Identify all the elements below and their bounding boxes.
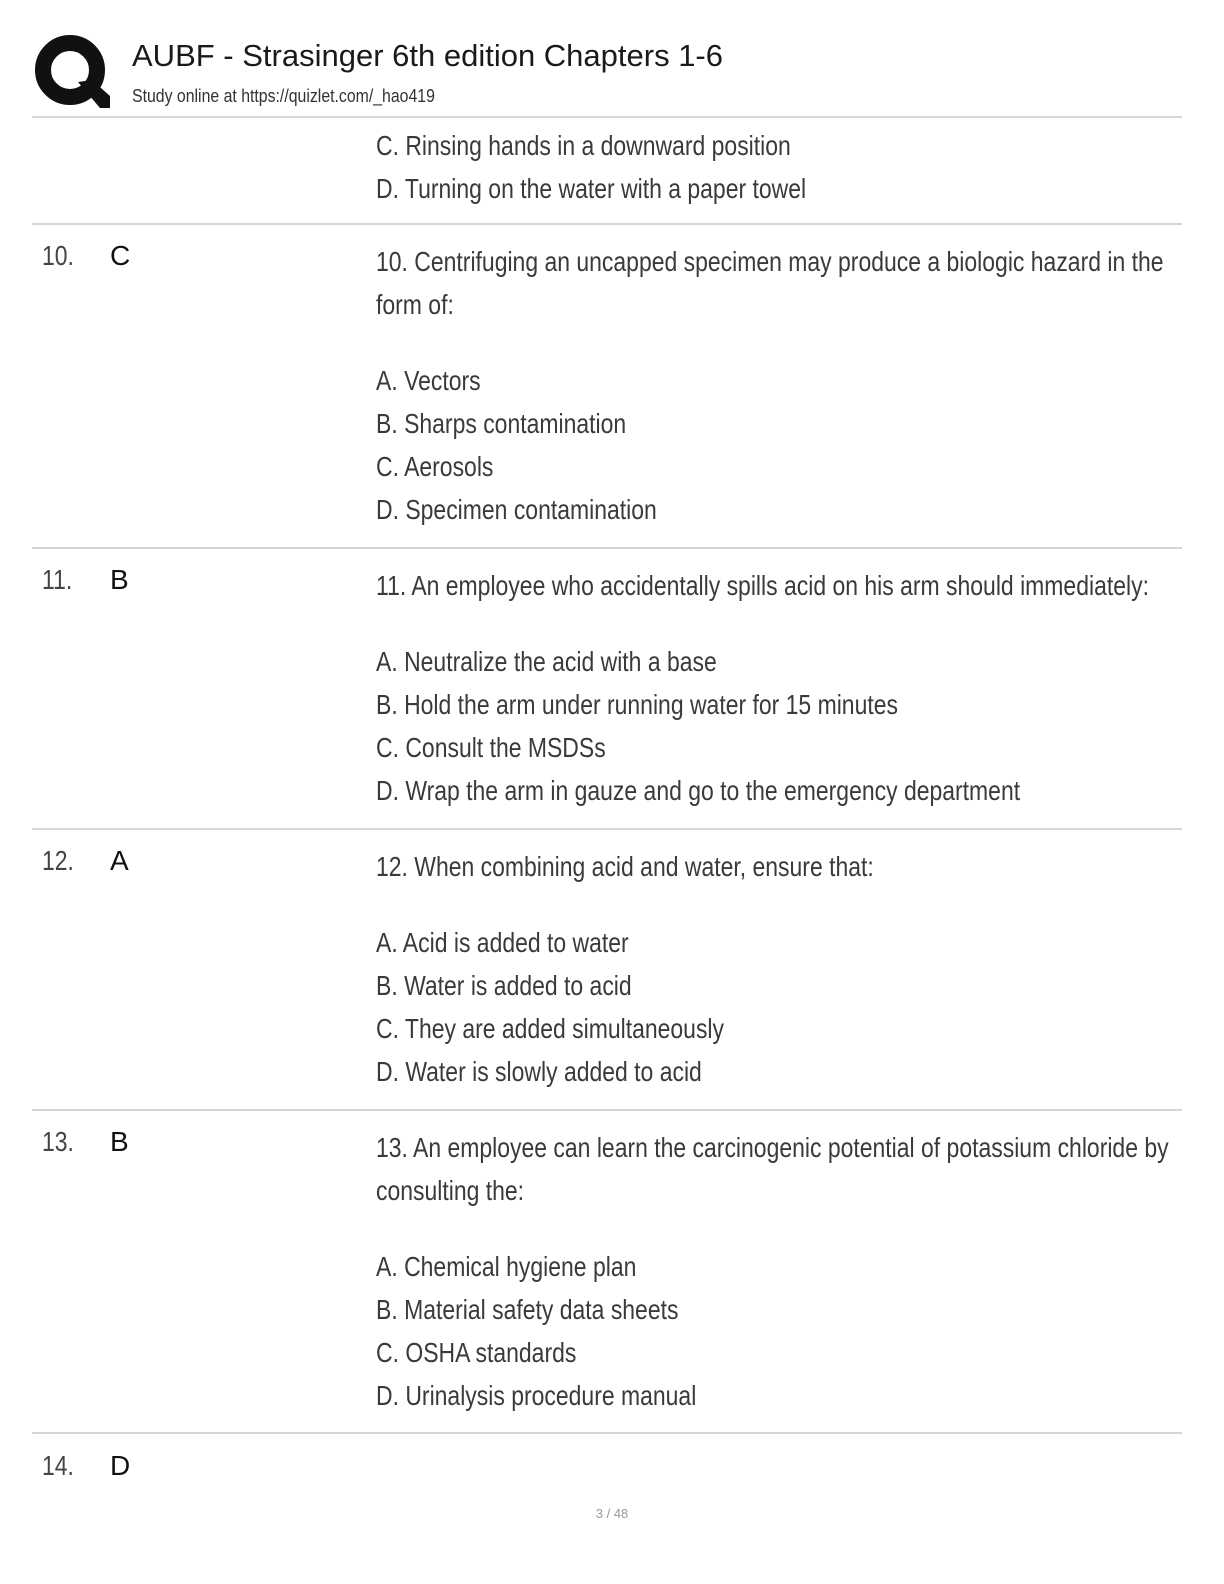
option-d: D. Turning on the water with a paper towel bbox=[376, 173, 807, 204]
card-divider bbox=[32, 1109, 1182, 1111]
card-question bbox=[376, 564, 1149, 812]
card-divider bbox=[32, 828, 1182, 830]
card-number: 10. bbox=[42, 240, 74, 271]
option-d: D. Wrap the arm in gauze and go to the emergency department bbox=[376, 775, 1021, 806]
card-number: 13. bbox=[42, 1126, 74, 1157]
page-header bbox=[32, 30, 1182, 116]
header-divider bbox=[32, 116, 1182, 118]
card-question bbox=[376, 845, 1032, 1093]
option-b: B. Material safety data sheets bbox=[376, 1294, 679, 1325]
page-number: 3 / 48 bbox=[595, 1506, 629, 1521]
option-c: C. They are added simultaneously bbox=[376, 1013, 725, 1044]
question-line: 12. When combining acid and water, ensure that: bbox=[376, 851, 874, 882]
option-a: A. Acid is added to water bbox=[376, 927, 629, 958]
option-d: D. Water is slowly added to acid bbox=[376, 1056, 702, 1087]
card-number: 14. bbox=[42, 1450, 74, 1481]
question-line: form of: bbox=[376, 289, 454, 320]
card-divider bbox=[32, 1432, 1182, 1434]
card-answer: C bbox=[110, 240, 131, 271]
card-question bbox=[376, 240, 1164, 531]
option-c: C. Consult the MSDSs bbox=[376, 732, 606, 763]
card-answer: B bbox=[110, 564, 129, 595]
option-d: D. Urinalysis procedure manual bbox=[376, 1380, 697, 1411]
question-line: 11. An employee who accidentally spills acid on his arm should immediately: bbox=[376, 570, 1149, 601]
question-line: consulting the: bbox=[376, 1175, 525, 1206]
option-b: B. Water is added to acid bbox=[376, 970, 632, 1001]
option-b: B. Hold the arm under running water for 15 minutes bbox=[376, 689, 898, 720]
card-answer: B bbox=[110, 1126, 129, 1157]
study-online-link[interactable]: Study online at https://quizlet.com/_hao419 bbox=[132, 86, 435, 106]
option-c: C. Rinsing hands in a downward position bbox=[376, 130, 791, 161]
document-title: AUBF - Strasinger 6th edition Chapters 1-6 bbox=[132, 38, 723, 73]
quizlet-logo-icon bbox=[34, 34, 110, 110]
card-number: 12. bbox=[42, 845, 74, 876]
question-line: 13. An employee can learn the carcinogenic potential of potassium chloride by bbox=[376, 1132, 1169, 1163]
card-divider bbox=[32, 223, 1182, 225]
option-a: A. Vectors bbox=[376, 365, 481, 396]
option-a: A. Neutralize the acid with a base bbox=[376, 646, 717, 677]
option-b: B. Sharps contamination bbox=[376, 408, 627, 439]
card-answer: A bbox=[110, 845, 129, 876]
option-a: A. Chemical hygiene plan bbox=[376, 1251, 637, 1282]
card-divider bbox=[32, 547, 1182, 549]
card-number: 11. bbox=[42, 564, 73, 595]
question-line: 10. Centrifuging an uncapped specimen may produce a biologic hazard in the bbox=[376, 246, 1164, 277]
option-c: C. OSHA standards bbox=[376, 1337, 577, 1368]
option-c: C. Aerosols bbox=[376, 451, 494, 482]
option-d: D. Specimen contamination bbox=[376, 494, 657, 525]
card-answer: D bbox=[110, 1450, 131, 1481]
carryover-options bbox=[376, 124, 1032, 210]
card-question bbox=[376, 1126, 1169, 1417]
